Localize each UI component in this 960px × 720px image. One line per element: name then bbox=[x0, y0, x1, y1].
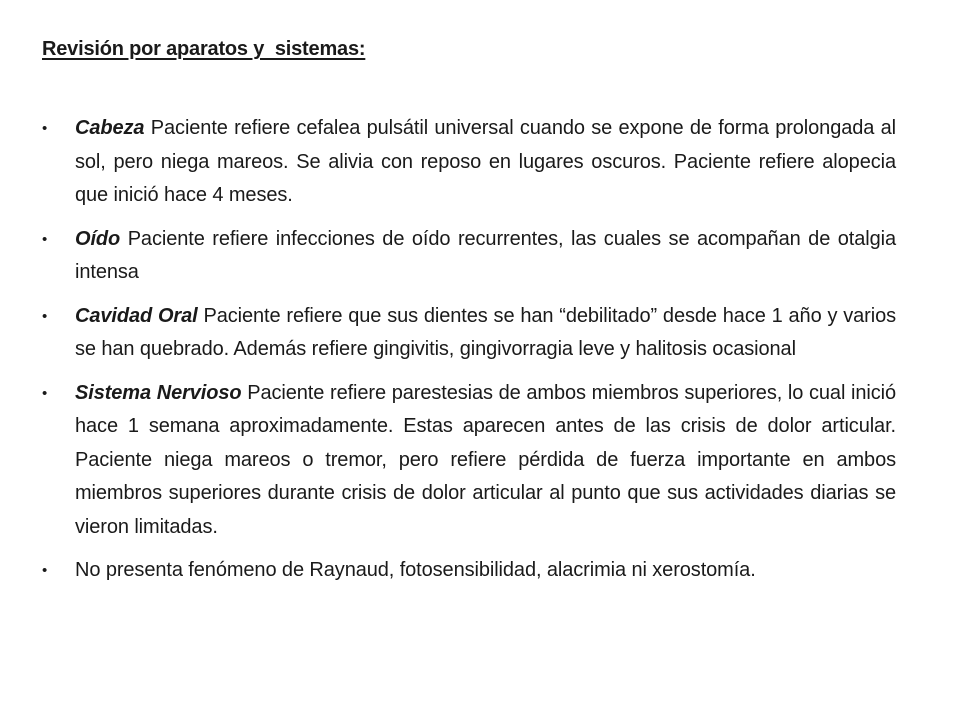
item-term: Cabeza bbox=[75, 117, 145, 139]
bullet-icon: • bbox=[42, 562, 48, 579]
bullet-icon: • bbox=[42, 230, 48, 248]
bullet-icon: • bbox=[42, 120, 48, 137]
item-text: Paciente refiere que sus dientes se han “debilitado” desde hace 1 año y varios se han quebrado. Además refiere gingivitis, gingivorragia leve y halitosis ocasional bbox=[75, 304, 896, 360]
list-item bbox=[42, 377, 896, 545]
bullet-icon: • bbox=[42, 384, 48, 402]
list-item bbox=[42, 554, 896, 588]
list-item bbox=[42, 112, 896, 213]
list-item bbox=[42, 300, 896, 367]
bullet-list bbox=[42, 112, 896, 598]
item-term: Oído bbox=[75, 227, 121, 250]
item-term: Sistema Nervioso bbox=[75, 381, 242, 404]
list-item bbox=[42, 223, 896, 290]
item-text: No presenta fenómeno de Raynaud, fotosensibilidad, alacrimia ni xerostomía. bbox=[75, 559, 756, 581]
item-term: Cavidad Oral bbox=[75, 304, 198, 327]
item-text: Paciente refiere cefalea pulsátil universal cuando se expone de forma prolongada al sol, pero niega mareos. Se alivia con reposo en lugares oscuros. Paciente refiere alopecia que inició hace 4 meses. bbox=[75, 117, 896, 206]
section-heading: Revisión por aparatos y sistemas: bbox=[42, 38, 366, 60]
item-text: Paciente refiere parestesias de ambos miembros superiores, lo cual inició hace 1 semana aproximadamente. Estas aparecen antes de las crisis de dolor articular. Paciente niega mareos o tremor, pero refiere pérdida de fuerza importante en ambos miembros superiores durante crisis de dolor articular al punto que sus actividades diarias se vieron limitadas. bbox=[75, 381, 896, 538]
item-text: Paciente refiere infecciones de oído recurrentes, las cuales se acompañan de otalgia intensa bbox=[75, 227, 896, 283]
bullet-icon: • bbox=[42, 307, 48, 325]
